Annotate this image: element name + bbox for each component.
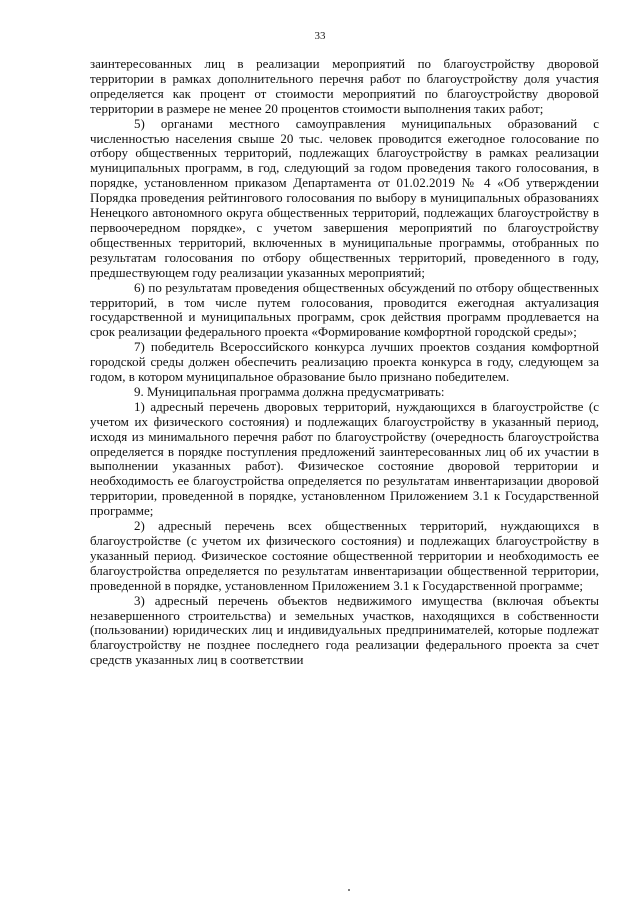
- paragraph-continuation: заинтересованных лиц в реализации мероприятий по благоустройству дворовой территории в рамках дополнительного перечня работ по благоустройству доля участия определяется как процент от стоимости мероприятий по благоустройству дворовой территории в размере не менее 20 процентов стоимости выполнения таких работ;: [90, 56, 599, 116]
- document-body: [90, 57, 599, 668]
- paragraph-item-7: 7) победитель Всероссийского конкурса лучших проектов создания комфортной городской среды должен обеспечить реализацию проекта конкурса в году, следующем за годом, в котором муниципальное образование было признано победителем.: [90, 339, 599, 385]
- scan-speck: [348, 889, 350, 891]
- paragraph-item-5: 5) органами местного самоуправления муниципальных образований с численностью населения свыше 20 тыс. человек проводится ежегодное голосование по отбору общественных территорий, подлежащих благоустройству в рамках реализации муниципальных программ, в год, следующий за годом проведения такого голосования, в порядке, установленном приказом Департамента от 01.02.2019 № 4 «Об утверждении Порядка проведения рейтингового голосования по выбору в муниципальных образованиях Ненецкого автономного округа общественных территорий, подлежащих благоустройству в первоочередном порядке», с учетом завершения мероприятий по благоустройству общественных территорий, включенных в муниципальные программы, отобранных по результатам голосования по отбору общественных территорий, проведенного в году, предшествующем году реализации указанных мероприятий;: [90, 115, 599, 280]
- paragraph-item-6: 6) по результатам проведения общественных обсуждений по отбору общественных территорий, в том числе путем голосования, проводится ежегодная актуализация государственной и муниципальных программ, срок действия программ продлевается на срок реализации федерального проекта «Формирование комфортной городской среды»;: [90, 279, 599, 340]
- paragraph-subitem-1: 1) адресный перечень дворовых территорий, нуждающихся в благоустройстве (с учетом их физического состояния) и подлежащих благоустройству в указанный период, исходя из минимального перечня работ по благоустройству (очередность благоустройства определяется в порядке поступления предложений заинтересованных лиц об их участии в выполнении указанных работ). Физическое состояние дворовой территории и необходимость ее благоустройства определяется по результатам инвентаризации дворовой территории, проведенной в порядке, установленном Приложением 3.1 к Государственной программе;: [90, 398, 599, 519]
- paragraph-subitem-2: 2) адресный перечень всех общественных территорий, нуждающихся в благоустройстве (с учетом их физического состояния) и подлежащих благоустройству в указанный период. Физическое состояние общественной территории и необходимость ее благоустройства определяется по результатам инвентаризации общественной территории, проведенной в порядке, установленном Приложением 3.1 к Государственной программе;: [90, 518, 599, 593]
- paragraph-subitem-3: 3) адресный перечень объектов недвижимого имущества (включая объекты незавершенного строительства) и земельных участков, находящихся в собственности (пользовании) юридических лиц и индивидуальных предпринимателей, которые подлежат благоустройству не позднее последнего года реализации федерального проекта за счет средств указанных лиц в соответствии: [90, 592, 599, 668]
- page-number: 33: [314, 30, 326, 42]
- section-9-heading: 9. Муниципальная программа должна предусматривать:: [134, 383, 445, 399]
